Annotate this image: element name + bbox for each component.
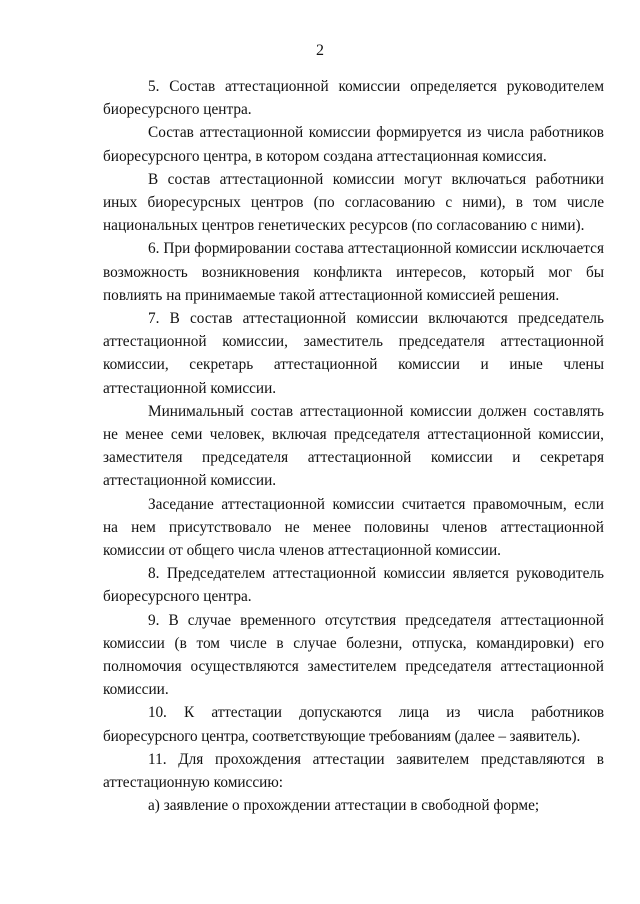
paragraph-11: 11. Для прохождения аттестации заявителем представляются в аттестационную комиссию: bbox=[103, 750, 604, 792]
paragraph-6: 6. При формировании состава аттестационной комиссии исключается возможность возникновения конфликта интересов, который мог бы повлиять на принимаемые такой аттестационной комиссией решения. bbox=[103, 240, 604, 304]
document-body bbox=[103, 75, 604, 818]
page-number: 2 bbox=[316, 42, 324, 59]
paragraph-10: 10. К аттестации допускаются лица из числа работников биоресурсного центра, соответствующие требованиям (далее – заявитель). bbox=[103, 704, 604, 745]
paragraph-other-centers: В состав аттестационной комиссии могут включаться работники иных биоресурсных центров (по согласованию с ними), в том числе национальных центров генетических ресурсов (по согласованию с ними). bbox=[103, 170, 604, 235]
list-item-a: а) заявление о прохождении аттестации в свободной форме; bbox=[148, 797, 540, 815]
paragraph-7: 7. В состав аттестационной комиссии включаются председатель аттестационной комиссии, заместитель председателя аттестационной комиссии, секретарь аттестационной комиссии и иные члены аттестационной комиссии. bbox=[103, 310, 604, 397]
paragraph-quorum: Заседание аттестационной комиссии считается правомочным, если на нем присутствовало не менее половины членов аттестационной комиссии от общего числа членов аттестационной комиссии. bbox=[103, 495, 604, 560]
paragraph-8: 8. Председателем аттестационной комиссии является руководитель биоресурсного центра. bbox=[103, 565, 604, 606]
paragraph-5: 5. Состав аттестационной комиссии определяется руководителем биоресурсного центра. bbox=[103, 78, 604, 119]
paragraph-commission-composition: Состав аттестационной комиссии формируется из числа работников биоресурсного центра, в котором создана аттестационная комиссия. bbox=[103, 124, 604, 165]
paragraph-9: 9. В случае временного отсутствия председателя аттестационной комиссии (в том числе в случае болезни, отпуска, командировки) его полномочия осуществляются заместителем председателя аттестационной комиссии. bbox=[103, 611, 604, 699]
paragraph-minimum-composition: Минимальный состав аттестационной комиссии должен составлять не менее семи человек, включая председателя аттестационной комиссии, заместителя председателя аттестационной комиссии и секретаря аттестационной комиссии. bbox=[103, 402, 604, 490]
